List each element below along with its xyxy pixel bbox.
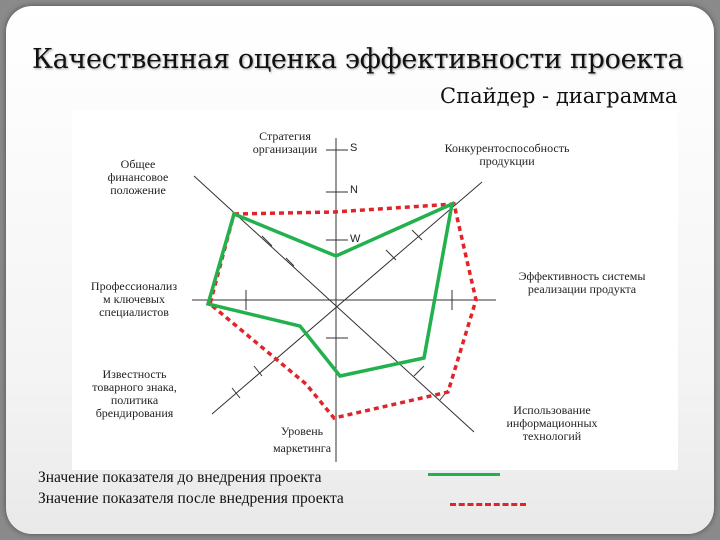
legend-before-label: Значение показателя до внедрения проекта: [38, 469, 322, 486]
polygon-after-project: [210, 204, 476, 418]
axis-label-brand: Известность товарного знака, политика брендирования: [92, 367, 177, 420]
axis-label-finance: Общее финансовое положение: [107, 157, 169, 197]
axis-line-diagonal-2: [212, 182, 482, 414]
legend-after-line: [450, 503, 526, 506]
polygon-before-project: [208, 204, 452, 376]
axis-label-strategy: Стратегия организации: [252, 129, 318, 156]
slide-subtitle: Спайдер - диаграмма: [440, 84, 678, 108]
scale-tick: [262, 236, 272, 246]
axis-label-it-usage: Использование информационных технологий: [506, 403, 598, 443]
scale-tick: [286, 258, 294, 266]
scale-label-s: S: [350, 142, 358, 154]
axis-label-marketing: Уровень маркетинга: [272, 424, 332, 455]
scale-tick: [414, 366, 424, 376]
legend-before-line: [428, 473, 500, 476]
legend-after-label: Значение показателя после внедрения проекта: [38, 490, 344, 507]
axis-label-competitiveness: Конкурентоспособность продукции: [444, 141, 570, 168]
scale-label-w: W: [350, 233, 361, 245]
slide-title: Качественная оценка эффективности проекта: [32, 44, 684, 75]
axis-label-specialists: Профессионализ м ключевых специалистов: [90, 279, 178, 319]
scale-tick: [232, 388, 240, 398]
ticks-layer: [232, 150, 452, 400]
spider-diagram-panel: [72, 110, 678, 470]
scale-label-n: N: [350, 184, 358, 196]
scale-tick: [386, 250, 396, 260]
axes-layer: [192, 138, 496, 462]
slide: [6, 6, 714, 534]
axis-label-sales-efficiency: Эффективность системы реализации продукта: [518, 269, 646, 296]
